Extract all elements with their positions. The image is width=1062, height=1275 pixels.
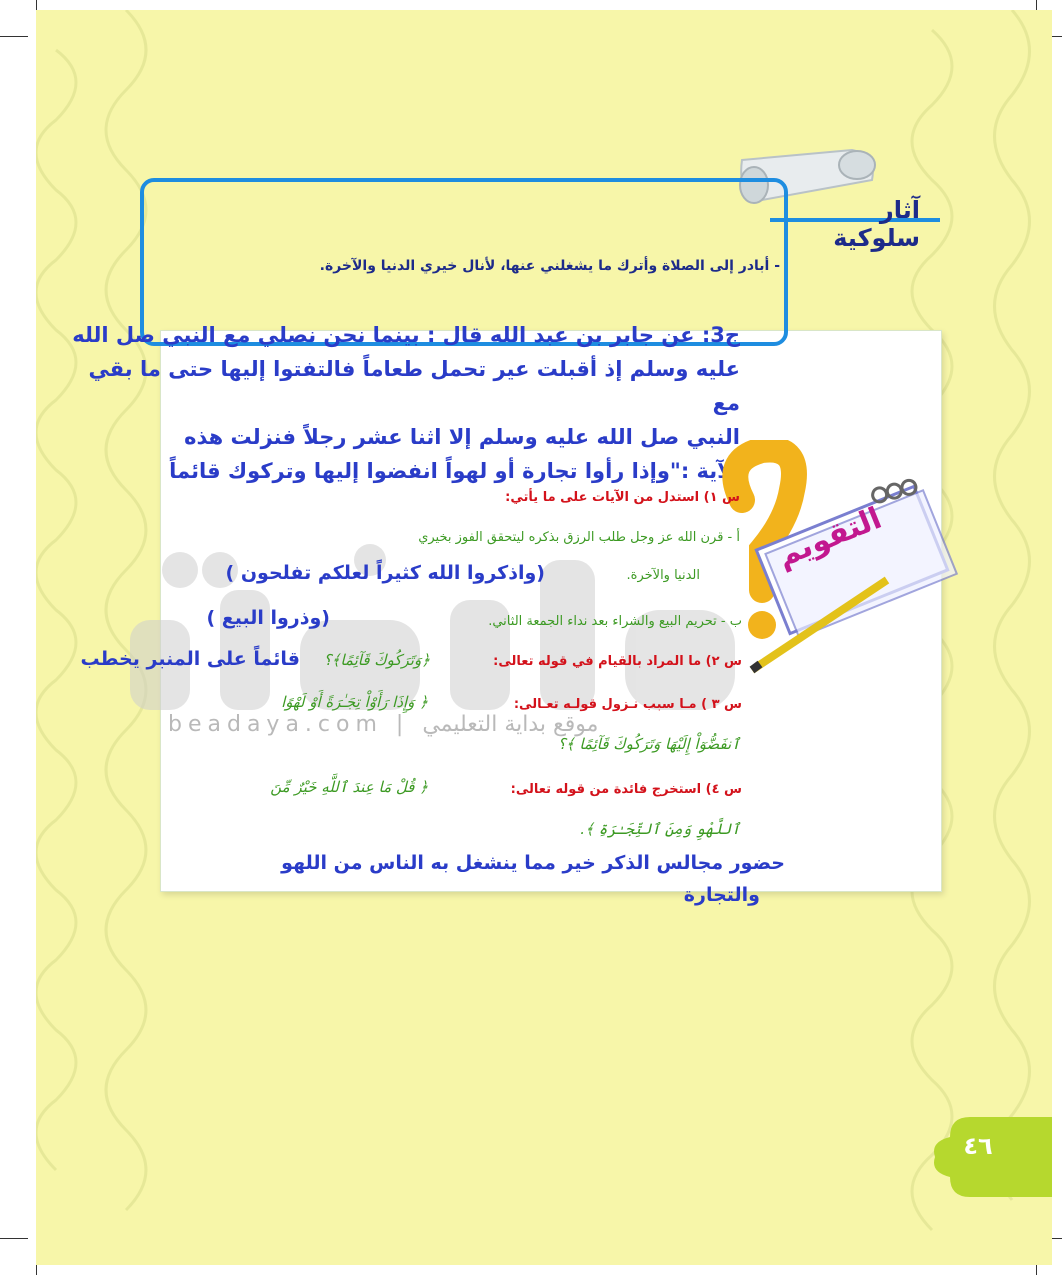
answer-3-line: عليه وسلم إذ أقبلت عير تحمل طعاماً فالتفتوا إليها حتى ما بقي مع xyxy=(88,357,740,415)
question-1: س ١) استدل من الآيات على ما يأتي: xyxy=(505,490,740,505)
answer-1a: (واذكروا الله كثيراً لعلكم تفلحون ) xyxy=(225,562,545,584)
behavior-text: - أبادر إلى الصلاة وأترك ما يشغلني عنها، لأنال خيري الدنيا والآخرة. xyxy=(319,258,780,274)
evaluation-notebook-icon xyxy=(712,440,962,690)
question-1a-cont: الدنيا والآخرة. xyxy=(626,568,700,583)
question-4-verse: ٱللَّهْوِ وَمِنَ ٱلتِّجَـٰرَةِ ﴾. xyxy=(580,820,740,838)
crop-mark xyxy=(0,1238,28,1239)
question-3: س ٣ ) مـا سبب نـزول قولـه تعـالى: xyxy=(513,697,742,712)
answer-3-line: النبي صل الله عليه وسلم إلا اثنا عشر رجلاً فنزلت هذه xyxy=(184,425,740,449)
question-4-verse: ﴿ قُلْ مَا عِندَ ٱللَّهِ خَيْرٌ مِّنَ xyxy=(270,778,428,796)
question-1a: أ - قرن الله عز وجل طلب الرزق بذكره ليتحقق الفوز بخيري xyxy=(418,530,740,545)
answer-3-line: الآية :"وإذا رأوا تجارة أو لهواً انفضوا إليها وتركوك قائماً xyxy=(169,459,740,483)
question-4: س ٤) استخرج فائدة من قوله تعالى: xyxy=(510,782,742,797)
question-3-verse: ﴿ وَإِذَا رَأَوْاْ تِجَـٰرَةً أَوْ لَهْوًا xyxy=(281,693,428,711)
question-3-verse: ٱنفَضُّوٓاْ إِلَيْهَا وَتَرَكُوكَ قَآئِمًا ﴾؟ xyxy=(557,735,740,753)
site-watermark: beadaya.com | موقع بداية التعليمي xyxy=(168,712,599,737)
evaluation-tag-label: التقويم xyxy=(772,500,887,575)
answer-3 xyxy=(70,318,740,488)
answer-4: حضور مجالس الذكر خير مما ينشغل به الناس من اللهو xyxy=(281,852,785,874)
page-number: ٤٦ xyxy=(963,1132,993,1160)
question-2-verse: ﴿وَتَرَكُوكَ قَآئِمًا﴾؟ xyxy=(323,651,430,669)
crop-mark xyxy=(0,36,28,37)
answer-3-line: ج3: عن جابر بن عبد الله قال : بينما نحن نصلي مع النبي صل الله xyxy=(72,323,740,347)
answer-1b: (وذروا البيع ) xyxy=(206,607,330,629)
answer-2: قائماً على المنبر يخطب xyxy=(80,648,300,670)
question-2: س ٢) ما المراد بالقيام في قوله تعالى: xyxy=(493,654,742,669)
answer-4-cont: والتجارة xyxy=(683,884,760,906)
section-title: آثار سلوكية xyxy=(833,196,920,252)
question-1b: ب - تحريم البيع والشراء بعد نداء الجمعة الثاني. xyxy=(488,614,742,629)
